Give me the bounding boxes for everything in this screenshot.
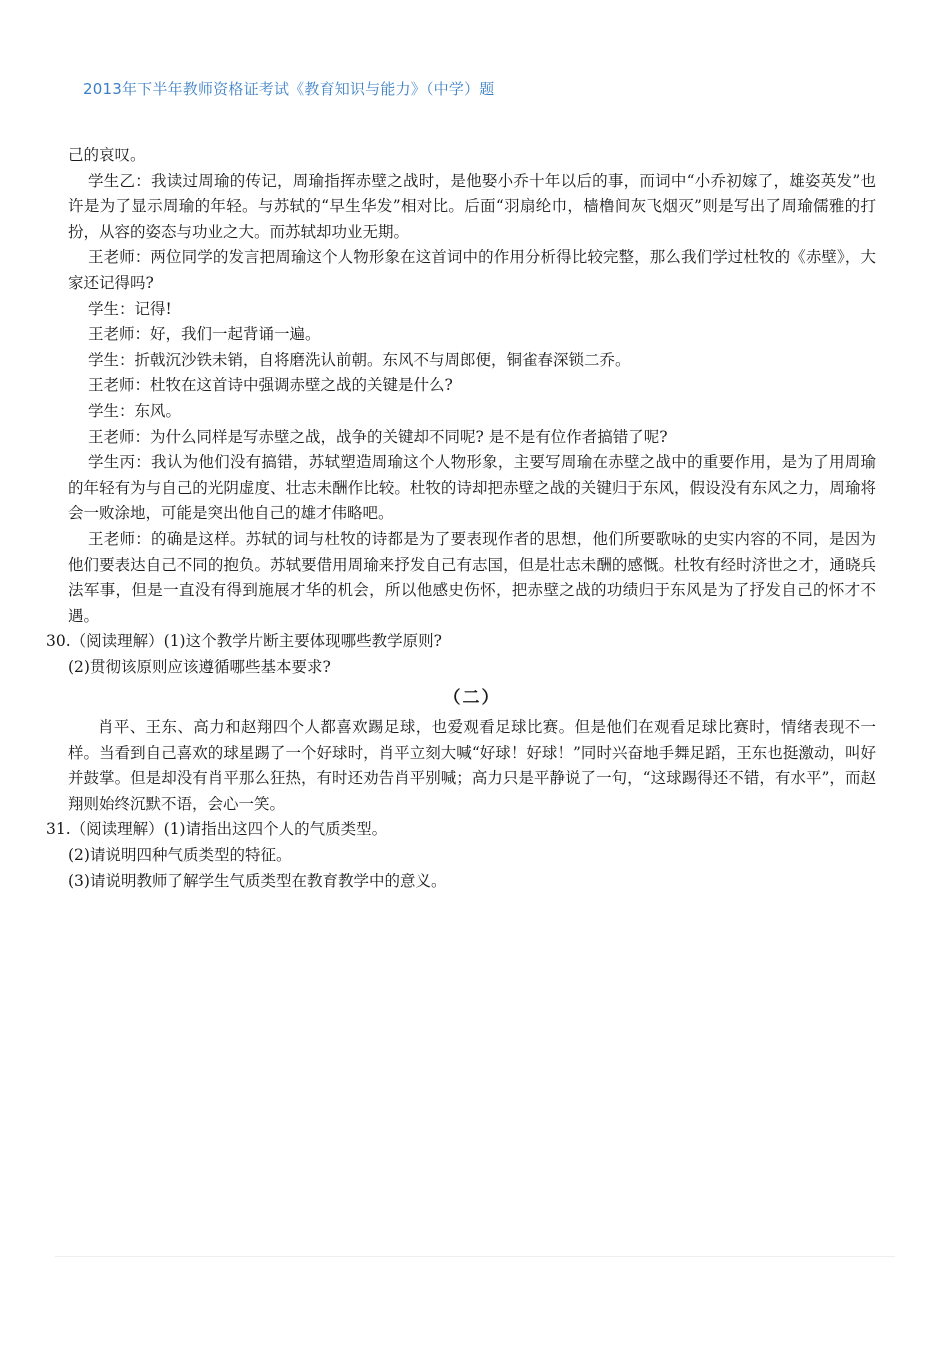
question-31-part-2: (2)请说明四种气质类型的特征。	[68, 846, 292, 865]
question-31-part-3: (3)请说明教师了解学生气质类型在教育教学中的意义。	[68, 871, 447, 890]
footer-divider	[55, 1256, 895, 1257]
passage-line: 学生：折戟沉沙铁未销，自将磨洗认前朝。东风不与周郎便，铜雀春深锁二乔。	[88, 350, 631, 369]
passage-line: 王老师：为什么同样是写赤壁之战，战争的关键却不同呢? 是不是有位作者搞错了呢?	[88, 427, 668, 446]
question-30-part-2: (2)贯彻该原则应该遵循哪些基本要求?	[68, 657, 331, 676]
section-paragraph: 肖平、王东、高力和赵翔四个人都喜欢踢足球，也爱观看足球比赛。但是他们在观看足球比赛时，情绪表现不一样。当看到自己喜欢的球星踢了一个好球时，肖平立刻大喊“好球！好球！”同时兴奋地手舞足蹈，王东也挺激动，叫好并鼓掌。但是却没有肖平那么狂热，有时还劝告肖平别喊；高力只是平静说了一句，“这球踢得还不错，有水平”，而赵翔则始终沉默不语，会心一笑。	[68, 718, 876, 813]
passage-line: 学生丙：我认为他们没有搞错，苏轼塑造周瑜这个人物形象，主要写周瑜在赤壁之战中的重要作用，是为了用周瑜的年轻有为与自己的光阴虚度、壮志未酬作比较。杜牧的诗却把赤壁之战的关键归于东风，假设没有东风之力，周瑜将会一败涂地，可能是突出他自己的雄才伟略吧。	[68, 453, 876, 523]
passage-line: 己的哀叹。	[68, 146, 146, 164]
question-30: 30.（阅读理解）(1)这个教学片断主要体现哪些教学原则?	[46, 632, 442, 651]
passage-line: 学生：东风。	[88, 401, 182, 420]
passage-line: 王老师：两位同学的发言把周瑜这个人物形象在这首词中的作用分析得比较完整，那么我们学过杜牧的《赤壁》，大家还记得吗?	[68, 248, 876, 292]
passage-line: 王老师：杜牧在这首诗中强调赤壁之战的关键是什么?	[88, 376, 453, 395]
passage-line: 学生乙：我读过周瑜的传记，周瑜指挥赤壁之战时，是他娶小乔十年以后的事，而词中“小乔初嫁了，雄姿英发”也许是为了显示周瑜的年轻。与苏轼的“早生华发”相对比。后面“羽扇纶巾，樯橹间灰飞烟灭”则是写出了周瑜儒雅的打扮，从容的姿态与功业之大。而苏轼却功业无期。	[68, 171, 876, 241]
document-body	[46, 143, 876, 894]
passage-line: 学生：记得!	[88, 299, 172, 318]
passage-line: 王老师：的确是这样。苏轼的词与杜牧的诗都是为了要表现作者的思想，他们所要歌咏的史实内容的不同，是因为他们要表达自己不同的抱负。苏轼要借用周瑜来抒发自己有志国，但是壮志未酬的感慨。杜牧有经时济世之才，通晓兵法军事，但是一直没有得到施展才华的机会，所以他感史伤怀，把赤壁之战的功绩归于东风是为了抒发自己的怀才不遇。	[68, 529, 876, 625]
section-title: （二）	[443, 688, 501, 709]
question-31: 31.（阅读理解）(1)请指出这四个人的气质类型。	[46, 820, 388, 839]
document-header: 2013年下半年教师资格证考试《教育知识与能力》（中学）题	[83, 80, 495, 98]
passage-line: 王老师：好，我们一起背诵一遍。	[88, 325, 321, 344]
